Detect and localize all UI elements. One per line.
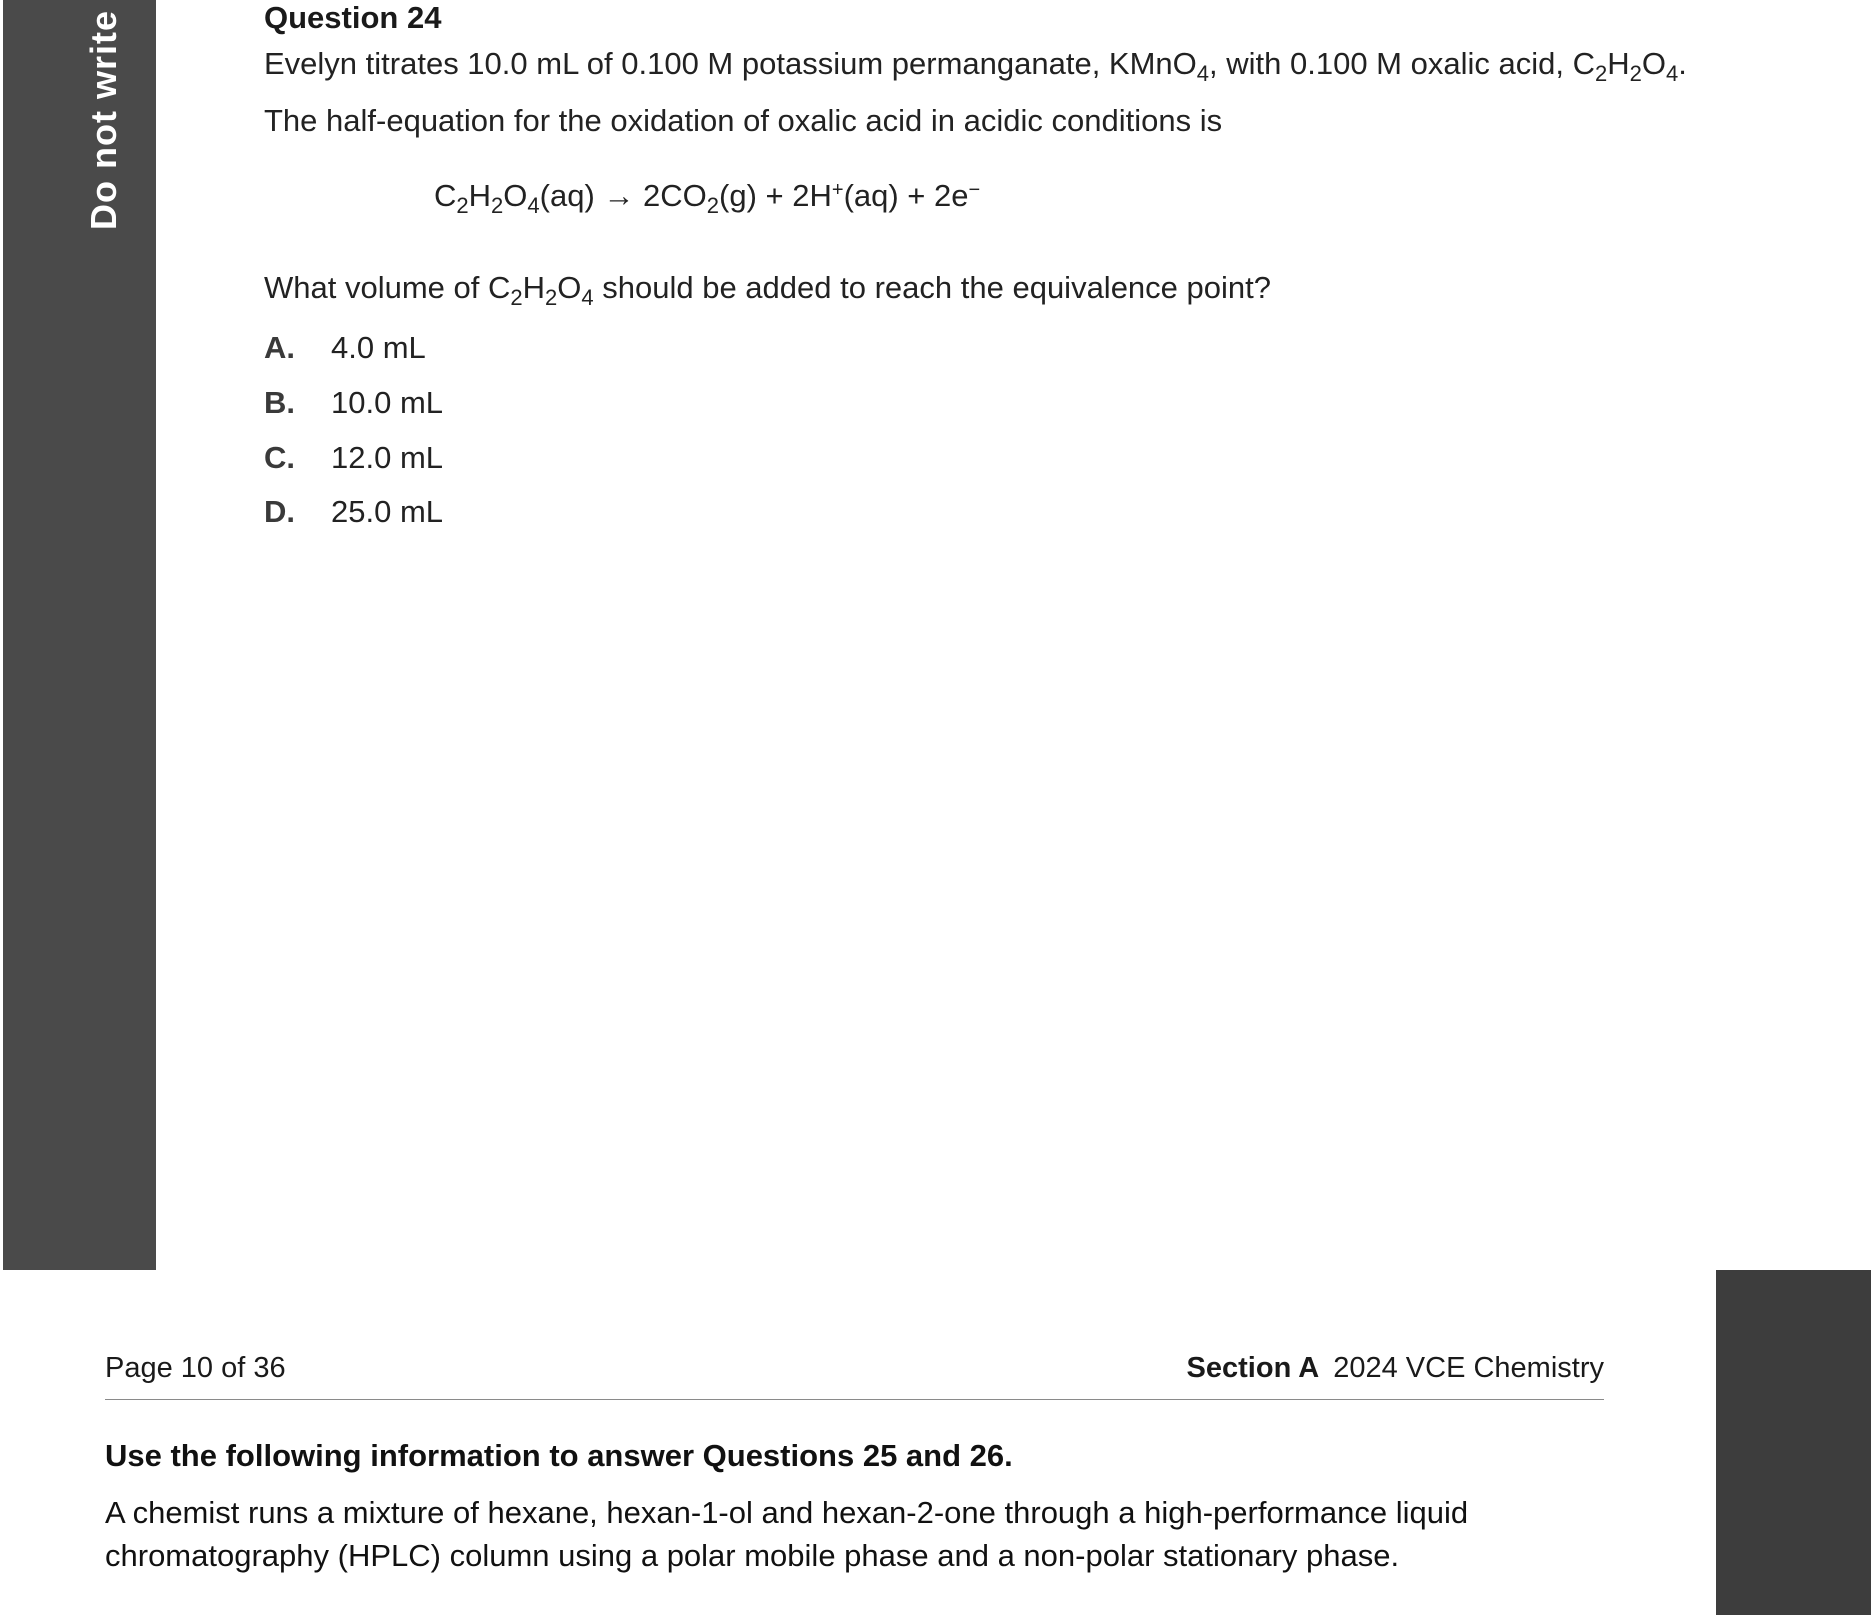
- question-prompt: What volume of $C_2H_2O_4$ should be added to reach the equivalence point?: [264, 270, 1271, 310]
- option-text: 10.0 mL: [331, 385, 444, 420]
- question-stem: Evelyn titrates 10.0 mL of 0.100 M potassium permanganate, KMnO$_4$, with 0.100 M oxalic acid, $C_2H_2O_4$.: [264, 46, 1687, 86]
- option-a[interactable]: [264, 330, 426, 366]
- option-letter: A.: [264, 330, 295, 365]
- margin-block-right: [1716, 1270, 1871, 1615]
- page-number: Page 10 of 36: [105, 1352, 286, 1384]
- option-letter: C.: [264, 440, 295, 475]
- option-text: 4.0 mL: [331, 330, 426, 365]
- subject-name: 2024 VCE Chemistry: [1333, 1352, 1604, 1384]
- info-heading: Use the following information to answer Questions 25 and 26.: [105, 1438, 1013, 1473]
- section-name: Section A: [1186, 1352, 1320, 1384]
- option-b[interactable]: [264, 385, 443, 421]
- question-title: Question 24: [264, 0, 442, 35]
- option-d[interactable]: [264, 494, 443, 530]
- option-text: 25.0 mL: [331, 494, 444, 529]
- option-letter: D.: [264, 494, 295, 529]
- footer-divider: [105, 1399, 1604, 1400]
- do-not-write-label: Do not write: [83, 10, 124, 230]
- half-equation: $C_2H_2O_4(aq) \to 2CO_2(g) + 2H^+(aq) + 2e^-$: [434, 178, 981, 218]
- question-context: The half-equation for the oxidation of oxalic acid in acidic conditions is: [264, 103, 1223, 138]
- option-c[interactable]: [264, 440, 443, 476]
- margin-sidebar: [3, 0, 156, 1270]
- section-label: [1187, 1352, 1604, 1385]
- info-paragraph: A chemist runs a mixture of hexane, hexan-1-ol and hexan-2-one through a high-performance liquid chromatography (HPLC) column using a polar mobile phase and a non-polar stationary phase.: [105, 1495, 1469, 1573]
- option-text: 12.0 mL: [331, 440, 444, 475]
- option-letter: B.: [264, 385, 295, 420]
